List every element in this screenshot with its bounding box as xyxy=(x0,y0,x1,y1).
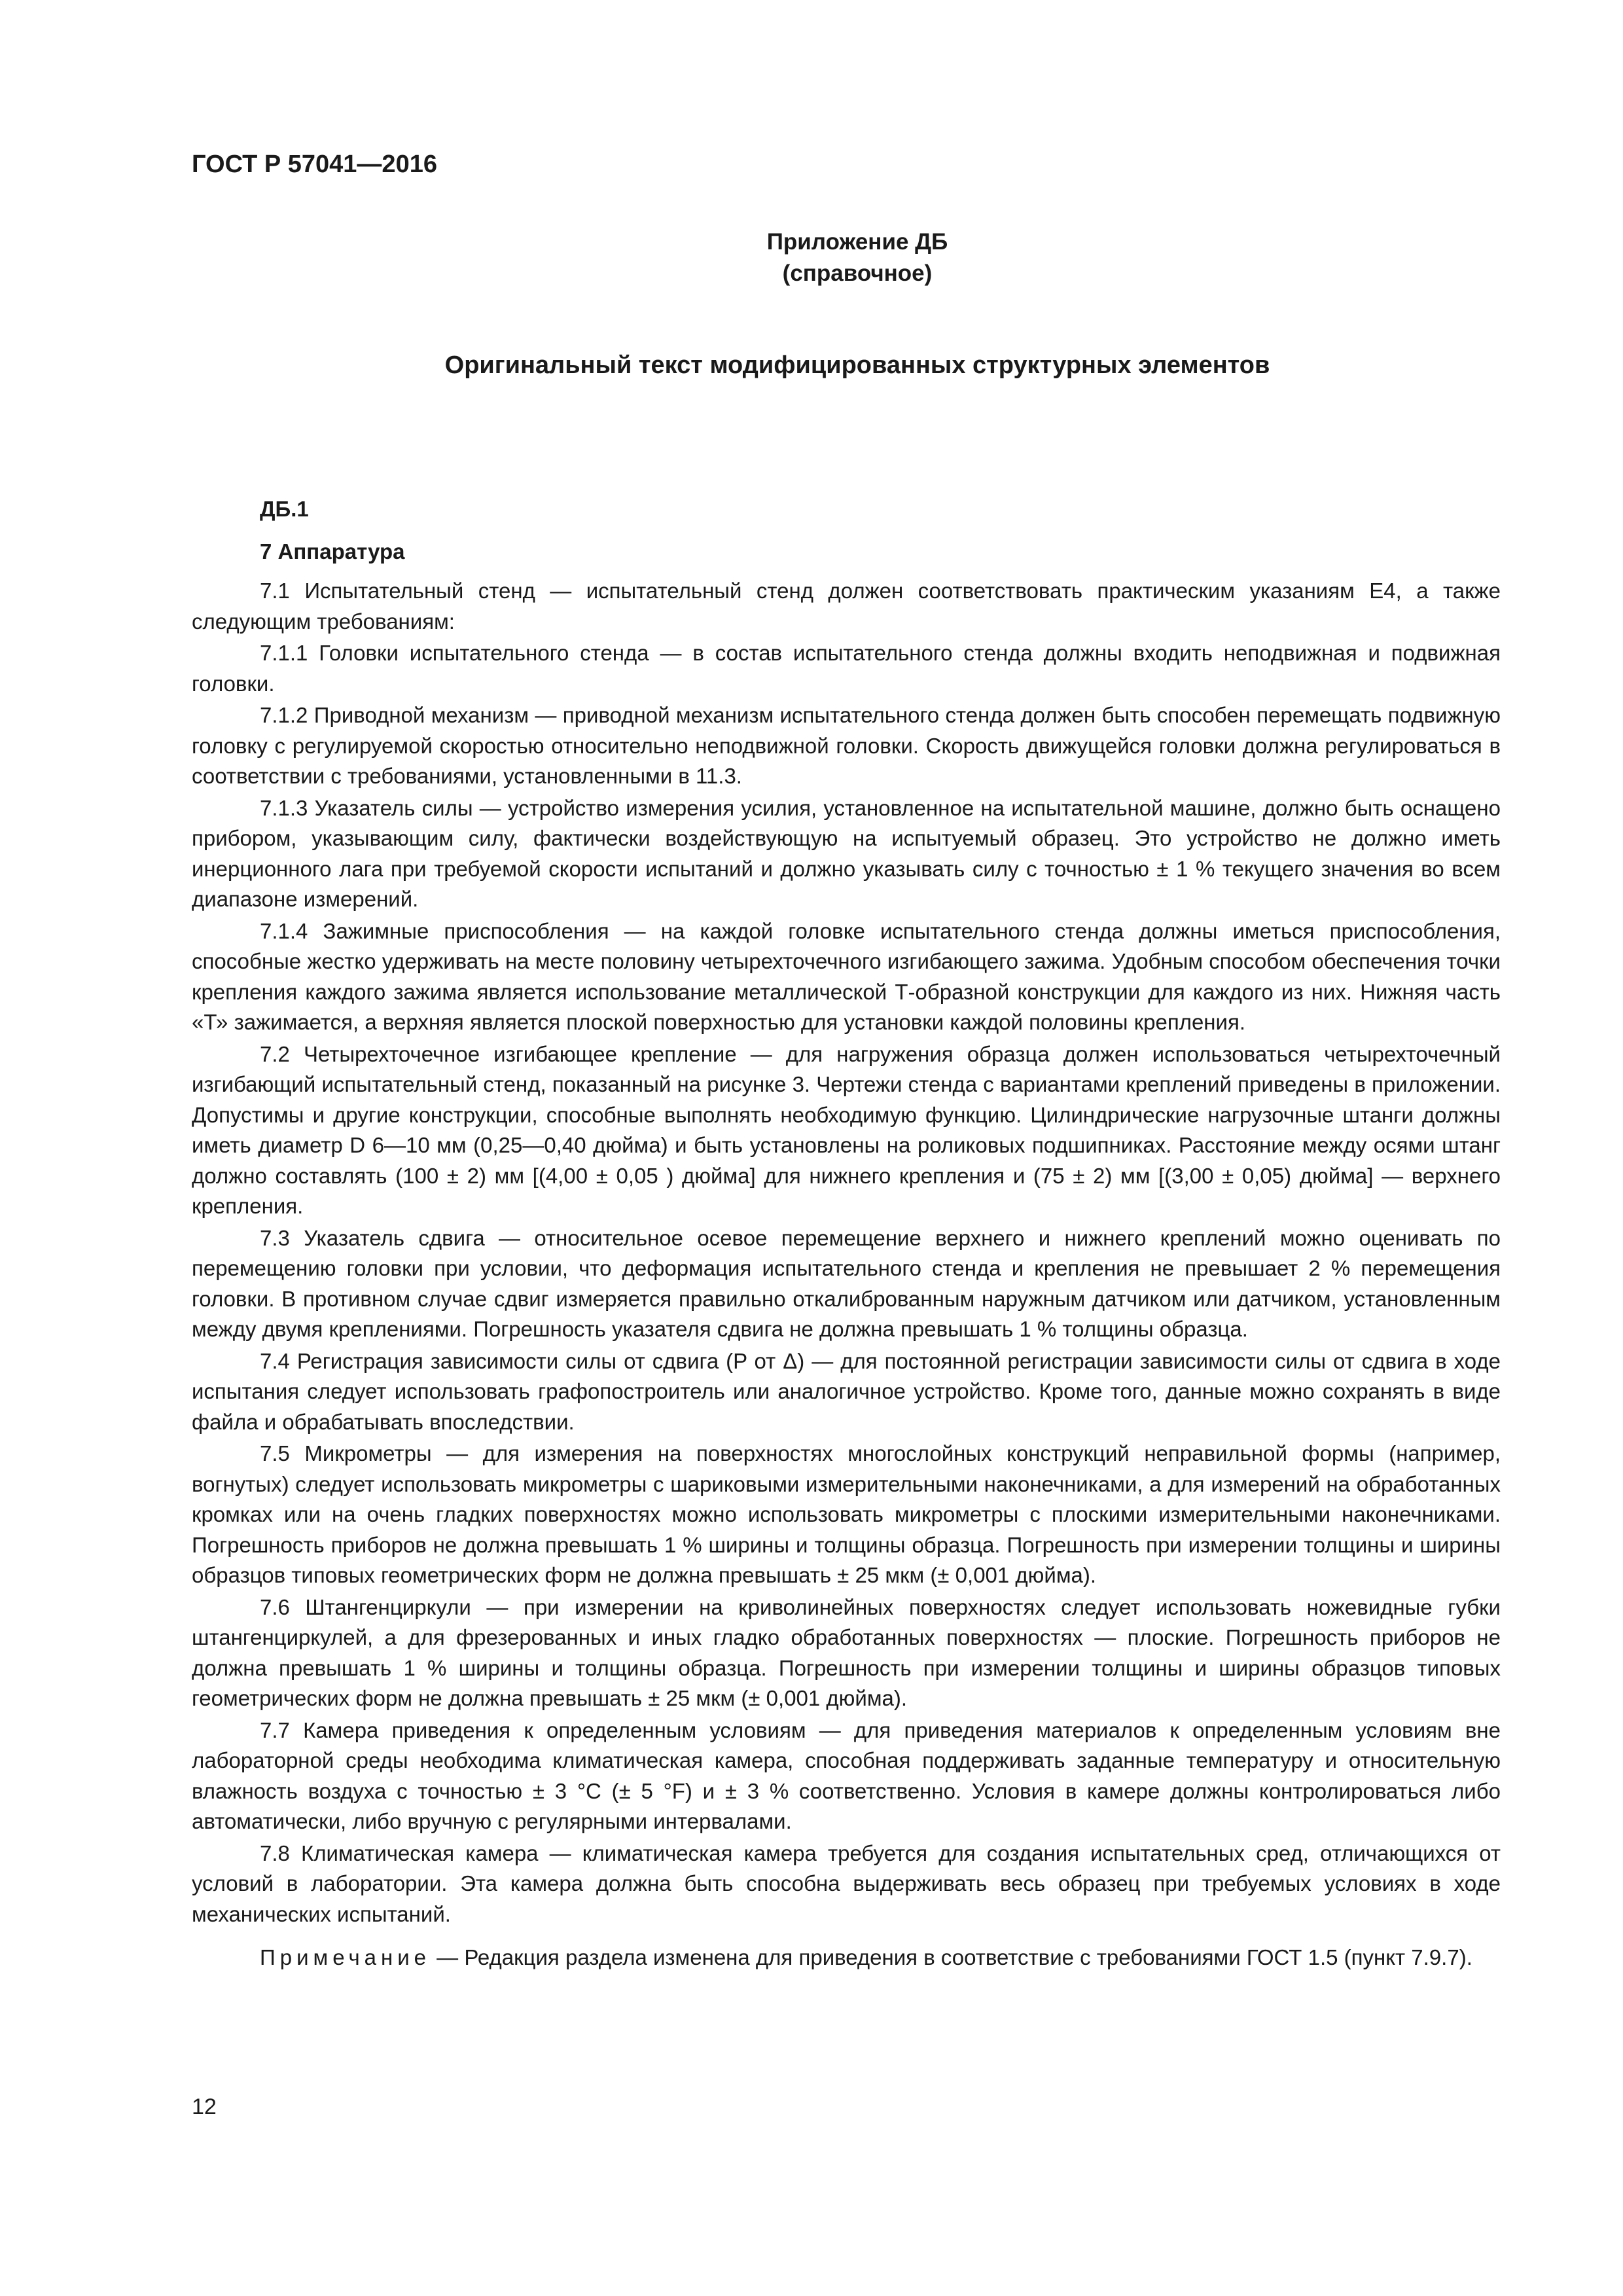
paragraph-7-1-1: 7.1.1 Головки испытательного стенда — в состав испытательного стенда должны входить неподвижная и подвижная головки. xyxy=(192,641,1501,696)
appendix-type: (справочное) xyxy=(782,260,933,286)
paragraph-7-3: 7.3 Указатель сдвига — относительное осевое перемещение верхнего и нижнего креплений можно оценивать по перемещению головки при условии, что деформация испытательного стенда и крепления не превышает 2 % перемещения головки. В противном случае сдвиг измеряется правильно откалиброванным наружным датчиком или датчиком, установленным между двумя креплениями. Погрешность указателя сдвига не должна превышать 1 % толщины образца. xyxy=(192,1225,1501,1341)
main-content xyxy=(192,494,1501,1973)
appendix-title: Приложение ДБ xyxy=(766,229,948,255)
paragraph-7-8: 7.8 Климатическая камера — климатическая камера требуется для создания испытательных сред, отличающихся от условий в лаборатории. Эта камера должна быть способна выдерживать весь образец при требуемых условиях в ходе механических испытаний. xyxy=(192,1840,1501,1926)
paragraph-7-7: 7.7 Камера приведения к определенным условиям — для приведения материалов к определенным условиям вне лабораторной среды необходима климатическая камера, способная поддерживать заданные температуру и относительную влажность воздуха с точностью ± 3 °С (± 5 °F) и ± 3 % соответственно. Условия в камере должны контролироваться либо автоматически, либо вручную с регулярными интервалами. xyxy=(192,1717,1501,1833)
paragraph-7-1: 7.1 Испытательный стенд — испытательный стенд должен соответствовать практическим указаниям E4, а также следующим требованиям: xyxy=(192,579,1501,634)
paragraph-7-5: 7.5 Микрометры — для измерения на поверхностях многослойных конструкций неправильной формы (например, вогнутых) следует использовать микрометры с шариковыми измерительными наконечниками, а для измерений на обработанных кромках или на очень гладких поверхностях можно использовать микрометры с плоскими измерительными наконечниками. Погрешность приборов не должна превышать 1 % ширины и толщины образца. Погрешность при измерении толщины и ширины образцов типовых геометрических форм не должна превышать ± 25 мкм (± 0,001 дюйма). xyxy=(192,1441,1501,1587)
paragraph-7-1-4: 7.1.4 Зажимные приспособления — на каждой головке испытательного стенда должны иметься приспособления, способные жестко удерживать на месте половину четырехточечного изгибающего зажима. Удобным способом обеспечения точки крепления каждого зажима является использование металлической Т-образной конструкции для каждого из них. Нижняя часть «Т» зажимается, а верхняя является плоской поверхностью для установки каждой половины крепления. xyxy=(192,918,1501,1034)
section-heading: 7 Аппаратура xyxy=(260,539,405,564)
page-number: 12 xyxy=(192,2094,217,2119)
paragraph-7-1-3: 7.1.3 Указатель силы — устройство измерения усилия, установленное на испытательной машине, должно быть оснащено прибором, указывающим силу, фактически воздействующую на испытуемый образец. Это устройство не должно иметь инерционного лага при требуемой скорости испытаний и должно указывать силу с точностью ± 1 % текущего значения во всем диапазоне измерений. xyxy=(192,795,1501,911)
paragraph-7-2: 7.2 Четырехточечное изгибающее крепление — для нагружения образца должен использоваться четырехточечный изгибающий испытательный стенд, показанный на рисунке 3. Чертежи стенда с вариантами креплений приведены в приложении. Допустимы и другие конструкции, способные выполнять необходимую функцию. Цилиндрические нагрузочные штанги должны иметь диаметр D 6—10 мм (0,25—0,40 дюйма) и быть установлены на роликовых подшипниках. Расстояние между осями штанг должно составлять (100 ± 2) мм [(4,00 ± 0,05 ) дюйма] для нижнего крепления и (75 ± 2) мм [(3,00 ± 0,05) дюйма] — верхнего крепления. xyxy=(192,1041,1501,1218)
paragraph-7-4: 7.4 Регистрация зависимости силы от сдвига (P от Δ) — для постоянной регистрации зависимости силы от сдвига в ходе испытания следует использовать графопостроитель или аналогичное устройство. Кроме того, данные можно сохранять в виде файла и обрабатывать впоследствии. xyxy=(192,1348,1501,1434)
appendix-heading xyxy=(0,226,1623,289)
section-id: ДБ.1 xyxy=(260,497,309,521)
note-label: Примечание xyxy=(260,1945,431,1969)
document-code: ГОСТ Р 57041—2016 xyxy=(192,151,437,178)
document-title: Оригинальный текст модифицированных структурных элементов xyxy=(444,351,1270,379)
paragraph-7-6: 7.6 Штангенциркули — при измерении на криволинейных поверхностях следует использовать ножевидные губки штангенциркулей, а для фрезерованных и иных гладко обработанных поверхностях — плоские. Погрешность приборов не должна превышать 1 % ширины и толщины образца. Погрешность при измерении толщины и ширины образцов типовых геометрических форм не должна превышать ± 25 мкм (± 0,001 дюйма). xyxy=(192,1594,1501,1710)
note-text: — Редакция раздела изменена для приведения в соответствие с требованиями ГОСТ 1.5 (пункт 7.9.7). xyxy=(431,1945,1472,1969)
paragraph-7-1-2: 7.1.2 Приводной механизм — приводной механизм испытательного стенда должен быть способен перемещать подвижную головку с регулируемой скоростью относительно неподвижной головки. Скорость движущейся головки должна регулироваться в соответствии с требованиями, установленными в 11.3. xyxy=(192,703,1501,788)
note xyxy=(192,1943,1501,1973)
